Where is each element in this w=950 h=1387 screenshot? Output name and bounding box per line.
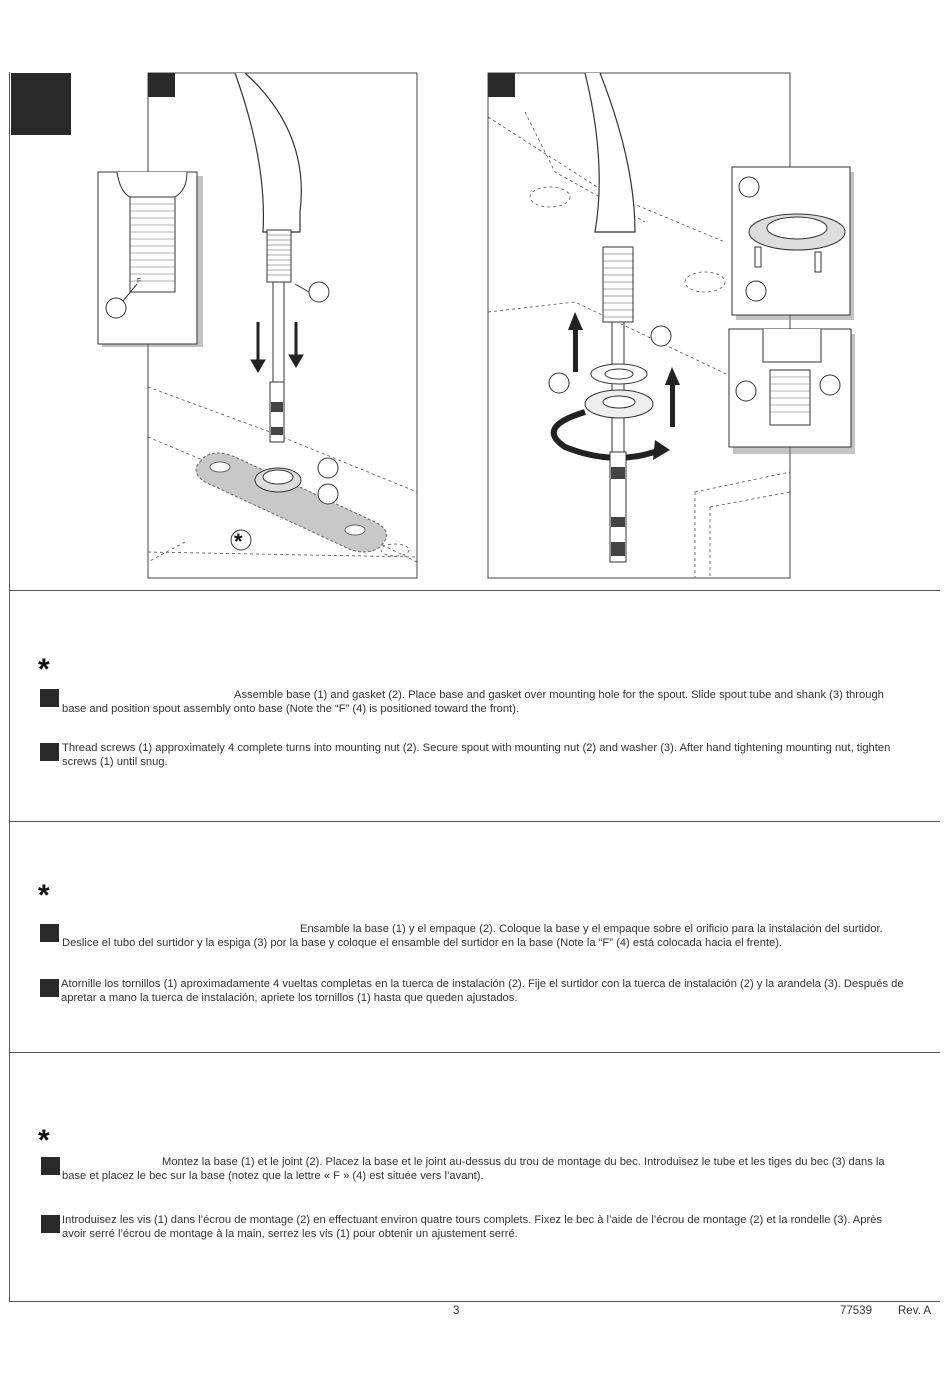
section-divider-english [9, 821, 940, 822]
french-step-1-marker [41, 1157, 60, 1175]
section-divider-spanish [9, 1052, 940, 1053]
english-step-1-text [62, 688, 902, 716]
french-step-2-marker [41, 1215, 60, 1233]
illustration-step-2 [485, 72, 865, 582]
illustration-step-1 [95, 72, 420, 582]
header-tab [11, 73, 71, 135]
french-step-2-text: Introduisez les vis (1) dans l’écrou de montage (2) en effectuant environ quatre tours complets. Fixez le bec à l’aide de l’écrou de montage (2) et la rondelle (3). Après avoir serré l’écrou de montage à la main, serrez les vis (1) pour obtenir un ajustement serré. [62, 1214, 883, 1240]
asterisk-callout: * [234, 529, 243, 554]
spanish-step-2-text: Atornille los tornillos (1) aproximadamente 4 vueltas completas en la tuerca de instalación (2). Fije el surtidor con la tuerca de instalación (2) y la arandela (3). Después de apretar a mano la tuerca de instalación, apriete los tornillos (1) hasta que queden ajustados. [61, 978, 904, 1004]
french-step-1-body: Montez la base (1) et le joint (2). Placez la base et le joint au-dessus du trou de montage du bec. Introduisez le tube et les tiges du bec (3) dans la base et placez le bec sur la base (notez que la lettre « F » (4) est située vers l’avant). [62, 1156, 885, 1182]
spanish-asterisk: * [38, 879, 50, 912]
page-number: 3 [453, 1305, 460, 1317]
document-number: 77539 [840, 1305, 872, 1317]
spanish-step-1-marker [40, 924, 59, 942]
french-step-1-text [62, 1155, 902, 1183]
revision-label: Rev. A [898, 1305, 932, 1317]
page-left-rule [9, 72, 10, 1302]
step-2-marker [488, 73, 515, 97]
step-1-marker [148, 73, 175, 97]
english-step-1-marker [40, 689, 59, 707]
english-step-2-marker [40, 743, 59, 761]
spanish-step-2-marker [40, 979, 59, 997]
section-divider-french [9, 1301, 940, 1302]
spanish-step-1-text [62, 922, 902, 950]
english-asterisk: * [38, 653, 50, 686]
english-step-1-body: Assemble base (1) and gasket (2). Place base and gasket over mounting hole for the spout. Slide spout tube and shank (3) through base and position spout assembly onto base (Note the “F” (4) is positioned toward the front). [62, 689, 884, 715]
thread-mark-label: F [137, 278, 142, 285]
french-asterisk: * [38, 1124, 50, 1157]
section-divider-illustration [9, 590, 940, 591]
spanish-step-1-body: Ensamble la base (1) y el empaque (2). Coloque la base y el empaque sobre el orificio para la instalación del surtidor. Deslice el tubo del surtidor y la espiga (3) por la base y coloque el ensamble del surtidor en la base (Note la “F” (4) está colocada hacia el frente). [62, 923, 883, 949]
english-step-2-text: Thread screws (1) approximately 4 complete turns into mounting nut (2). Secure spout with mounting nut (2) and washer (3). After hand tightening mounting nut, tighten screws (1) until snug. [62, 742, 891, 768]
